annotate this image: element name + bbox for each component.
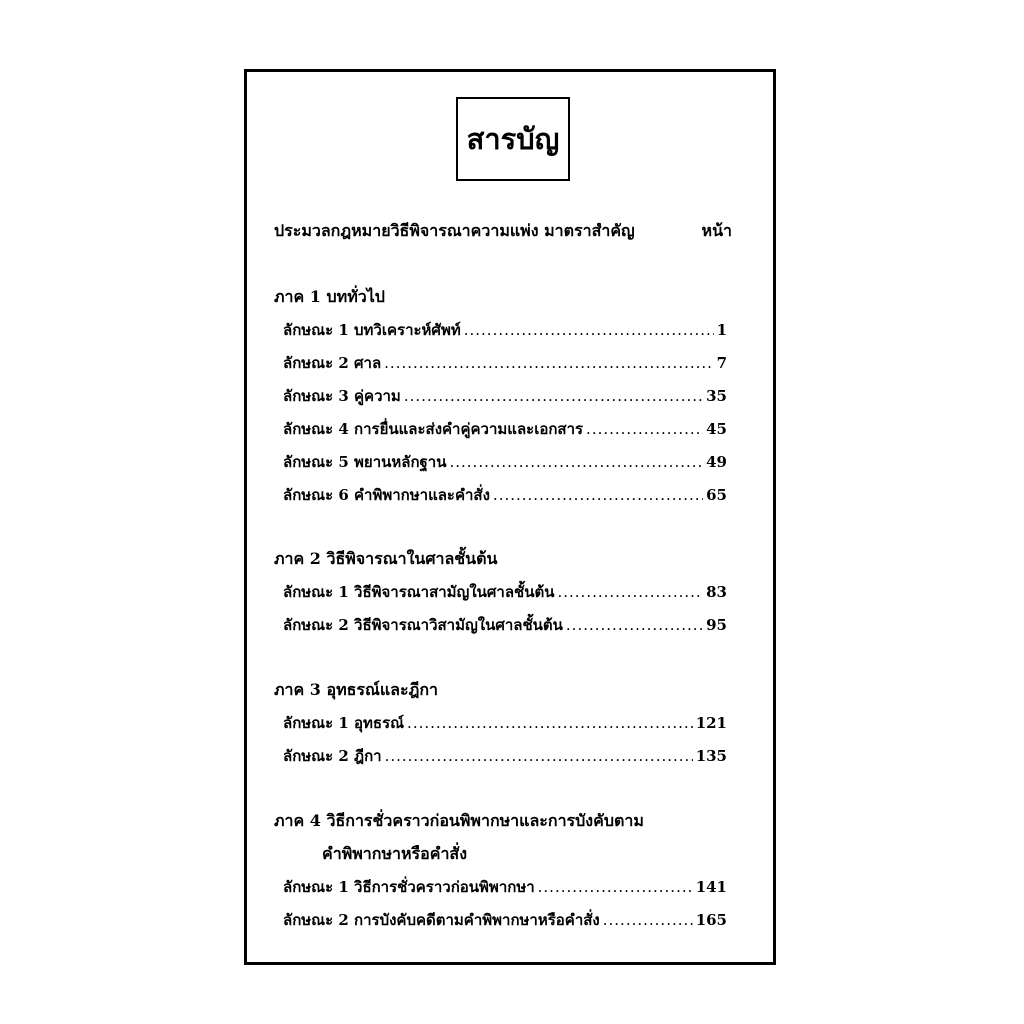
toc-entry <box>283 612 727 638</box>
toc-header-label: ประมวลกฎหมายวิธีพิจารณาความแพ่ง มาตราสำคัญ <box>274 220 635 240</box>
toc-entry <box>283 482 727 508</box>
toc-entry <box>283 579 727 605</box>
toc-entry <box>283 710 727 736</box>
toc-entry <box>283 383 727 409</box>
entry-label: ลักษณะ 1 วิธีพิจารณาสามัญในศาลชั้นต้น <box>283 583 555 601</box>
dot-leader <box>407 710 693 736</box>
entry-label: ลักษณะ 2 การบังคับคดีตามคำพิพากษาหรือคำสั่ง <box>283 911 600 929</box>
entry-page-number: 35 <box>706 387 727 405</box>
part-heading: ภาค 1 บททั่วไป <box>274 287 385 306</box>
toc-entry <box>283 317 727 343</box>
entry-page-number: 83 <box>706 583 727 601</box>
dot-leader <box>603 907 693 933</box>
toc-entry <box>283 449 727 475</box>
entry-label: ลักษณะ 2 ศาล <box>283 354 382 372</box>
toc-header <box>274 218 732 244</box>
entry-label: ลักษณะ 1 อุทธรณ์ <box>283 714 405 732</box>
part-heading: ภาค 2 วิธีพิจารณาในศาลชั้นต้น <box>274 549 498 568</box>
entry-page-number: 141 <box>695 878 727 896</box>
page-title: สารบัญ <box>466 122 560 156</box>
entry-label: ลักษณะ 1 บทวิเคราะห์ศัพท์ <box>283 321 461 339</box>
entry-label: ลักษณะ 2 วิธีพิจารณาวิสามัญในศาลชั้นต้น <box>283 616 563 634</box>
entry-label: ลักษณะ 2 ฎีกา <box>283 747 382 765</box>
dot-leader <box>384 350 713 376</box>
entry-page-number: 65 <box>706 486 727 504</box>
entry-label: ลักษณะ 5 พยานหลักฐาน <box>283 453 447 471</box>
dot-leader <box>566 612 703 638</box>
entry-page-number: 7 <box>716 354 727 372</box>
part-heading: ภาค 3 อุทธรณ์และฎีกา <box>274 680 438 699</box>
dot-leader <box>557 579 703 605</box>
dot-leader <box>404 383 703 409</box>
entry-label: ลักษณะ 3 คู่ความ <box>283 387 401 405</box>
dot-leader <box>538 874 693 900</box>
dot-leader <box>493 482 703 508</box>
entry-page-number: 121 <box>695 714 727 732</box>
entry-label: ลักษณะ 4 การยื่นและส่งคำคู่ความและเอกสาร <box>283 420 584 438</box>
entry-label: ลักษณะ 1 วิธีการชั่วคราวก่อนพิพากษา <box>283 878 535 896</box>
dot-leader <box>449 449 703 475</box>
entry-page-number: 1 <box>716 321 727 339</box>
dot-leader <box>464 317 714 343</box>
entry-label: ลักษณะ 6 คำพิพากษาและคำสั่ง <box>283 486 490 504</box>
part-heading-continuation: คำพิพากษาหรือคำสั่ง <box>322 844 467 863</box>
title-box <box>456 97 570 181</box>
toc-entry <box>283 743 727 769</box>
toc-entry <box>283 907 727 933</box>
toc-page <box>244 69 776 965</box>
toc-entry <box>283 350 727 376</box>
entry-page-number: 95 <box>706 616 727 634</box>
toc-entry <box>283 874 727 900</box>
entry-page-number: 135 <box>695 747 727 765</box>
entry-page-number: 49 <box>706 453 727 471</box>
toc-entry <box>283 416 727 442</box>
dot-leader <box>586 416 703 442</box>
dot-leader <box>385 743 693 769</box>
part-heading: ภาค 4 วิธีการชั่วคราวก่อนพิพากษาและการบังคับตาม <box>274 811 644 830</box>
toc-header-page-label: หน้า <box>701 220 732 240</box>
entry-page-number: 165 <box>695 911 727 929</box>
entry-page-number: 45 <box>706 420 727 438</box>
